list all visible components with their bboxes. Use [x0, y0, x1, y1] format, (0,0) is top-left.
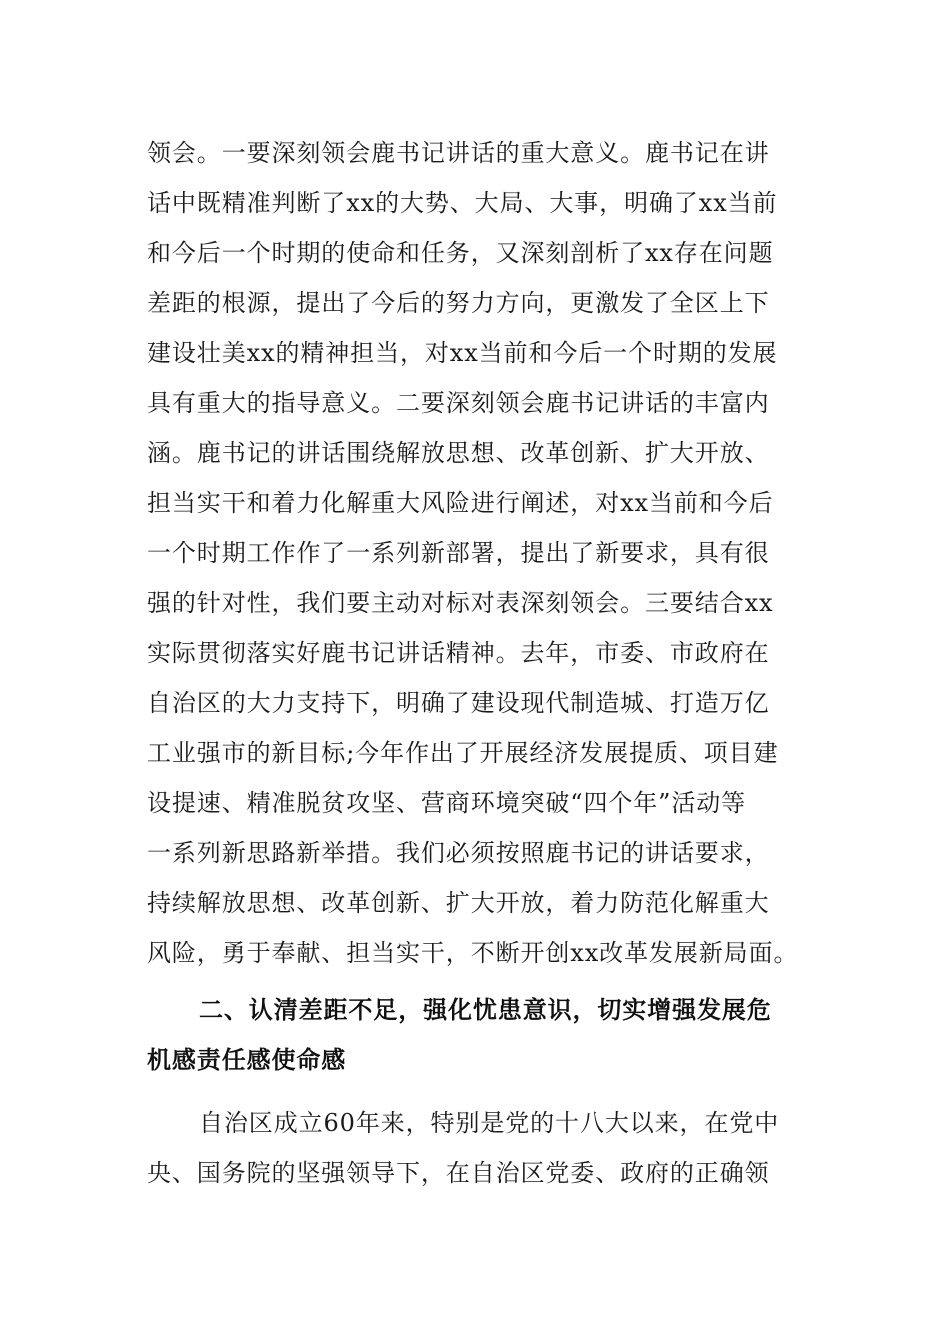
body-paragraph-1 — [147, 128, 817, 978]
text-line: 工业强市的新目标;今年作出了开展经济发展提质、项目建 — [147, 739, 779, 767]
text-line: 话中既精准判断了xx的大势、大局、大事，明确了xx当前 — [147, 189, 778, 217]
heading-line: 二、认清差距不足，强化忧患意识，切实增强发展危 — [199, 995, 772, 1024]
text-line: 持续解放思想、改革创新、扩大开放，着力防范化解重大 — [147, 889, 770, 917]
text-line: 风险，勇于奉献、担当实干，不断开创xx改革发展新局面。 — [147, 939, 799, 967]
text-line: 涵。鹿书记的讲话围绕解放思想、改革创新、扩大开放、 — [147, 439, 770, 467]
text-line: 和今后一个时期的使命和任务，又深刻剖析了xx存在问题 — [147, 239, 774, 267]
heading-line: 机感责任感使命感 — [147, 1045, 347, 1074]
text-line: 领会。一要深刻领会鹿书记讲话的重大意义。鹿书记在讲 — [147, 139, 770, 167]
text-line: 建设壮美xx的精神担当，对xx当前和今后一个时期的发展 — [147, 339, 778, 367]
text-line: 一系列新思路新举措。我们必须按照鹿书记的讲话要求， — [147, 839, 770, 867]
text-line: 自治区的大力支持下，明确了建设现代制造城、打造万亿 — [147, 689, 770, 717]
text-line: 实际贯彻落实好鹿书记讲话精神。去年，市委、市政府在 — [147, 639, 770, 667]
text-line: 一个时期工作作了一系列新部署，提出了新要求，具有很 — [147, 539, 770, 567]
text-line: 具有重大的指导意义。二要深刻领会鹿书记讲话的丰富内 — [147, 389, 770, 417]
text-line: 担当实干和着力化解重大风险进行阐述，对xx当前和今后 — [147, 489, 774, 517]
text-line: 设提速、精准脱贫攻坚、营商环境突破“四个年”活动等 — [147, 789, 747, 817]
body-paragraph-2 — [147, 1098, 817, 1198]
text-line: 差距的根源，提出了今后的努力方向，更激发了全区上下 — [147, 289, 770, 317]
text-line: 强的针对性，我们要主动对标对表深刻领会。三要结合xx — [147, 589, 774, 617]
text-line: 自治区成立60年来，特别是党的十八大以来，在党中 — [199, 1109, 780, 1137]
section-heading-2 — [147, 985, 817, 1085]
text-line: 央、国务院的坚强领导下，在自治区党委、政府的正确领 — [147, 1159, 770, 1187]
